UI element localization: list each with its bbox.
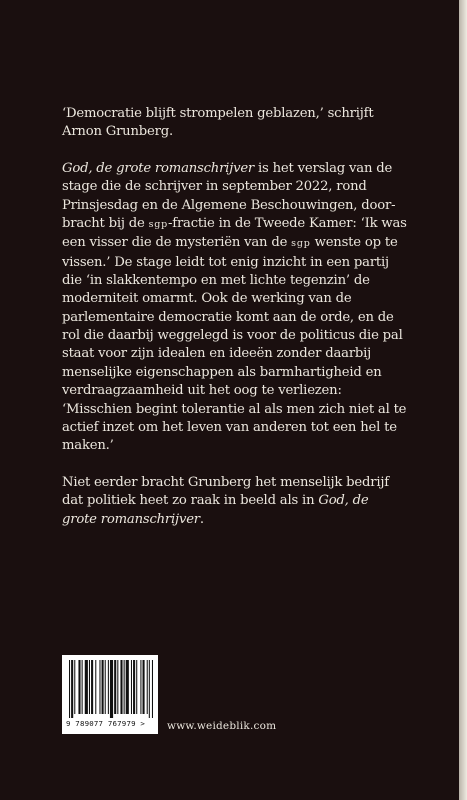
barcode-bar [133, 660, 135, 714]
barcode-bar [117, 660, 118, 714]
barcode-bar [91, 660, 93, 714]
barcode-bars [66, 660, 154, 718]
barcode-bar [99, 660, 100, 714]
barcode-bar [147, 660, 148, 714]
description-part-1: is het verslag van de stage die de schrijver in september 2022, rond Prinsjesdag en de Algemene Beschouwingen, doorbracht bij de [62, 161, 396, 232]
barcode-bar [143, 660, 145, 714]
blurb-text [62, 105, 407, 547]
page-edge [459, 0, 467, 800]
description-part-3: wenste op te vissen.’ De stage leidt tot enig inzicht in een partij die ‘in slakkentempo en met lichte tegenzin’ de moderniteit omarmt. Ook de werking van de parlementaire democratie komt aan de orde, en de rol die daarbij weggelegd is voor de politicus die pal staat voor zijn idealen en ideeën zonder daarbij menselijke eigenschappen als barmhartigheid en verdraagzaamheid uit het oog te verliezen: ‘Misschien begint tolerantie al als men zich niet al te actief inzet om het leven van anderen tot een hel te maken.’ [62, 235, 407, 454]
barcode-bar [102, 660, 104, 714]
party-abbreviation: sgp [148, 219, 169, 231]
barcode-bar [131, 660, 132, 714]
party-abbreviation: sgp [291, 238, 311, 250]
barcode-bar [95, 660, 96, 714]
barcode-bar [89, 660, 90, 714]
description-paragraph [62, 160, 407, 456]
barcode-bar [114, 660, 116, 714]
barcode-bar [108, 660, 109, 714]
barcode-bar [140, 660, 141, 714]
barcode-bar [78, 660, 80, 714]
barcode-bar [85, 660, 88, 714]
barcode-bar [124, 660, 125, 714]
isbn-number: 9 789077 767979 > [66, 719, 146, 728]
barcode-bar [105, 660, 106, 714]
barcode-bar [149, 660, 150, 718]
quote-text: ‘Democratie blijft strompelen geblazen,’ schrijft Arnon Grunberg. [62, 106, 374, 140]
barcode-bar [136, 660, 137, 714]
barcode-bar [126, 660, 129, 714]
barcode-bar [69, 660, 70, 718]
description-part-2: -fractie in de Tweede Kamer: ‘Ik was een visser die de mysteriën van de [62, 216, 407, 251]
quote-paragraph [62, 105, 407, 142]
book-title: God, de grote romanschrijver [62, 161, 255, 177]
book-title: God, de grote romanschrijver [62, 493, 369, 527]
closing-end: . [199, 511, 204, 527]
closing-text: Niet eerder bracht Grunberg het menselijk bedrijf dat politiek heet zo raak in beeld als in [62, 474, 389, 509]
barcode-bar [152, 660, 153, 718]
barcode [62, 655, 158, 734]
barcode-bar [74, 660, 75, 714]
barcode-bar [120, 660, 122, 714]
barcode-bar [82, 660, 83, 714]
publisher-website: www.weideblik.com [167, 720, 277, 732]
barcode-bar [71, 660, 73, 718]
barcode-bar [110, 660, 113, 718]
closing-paragraph [62, 474, 407, 529]
